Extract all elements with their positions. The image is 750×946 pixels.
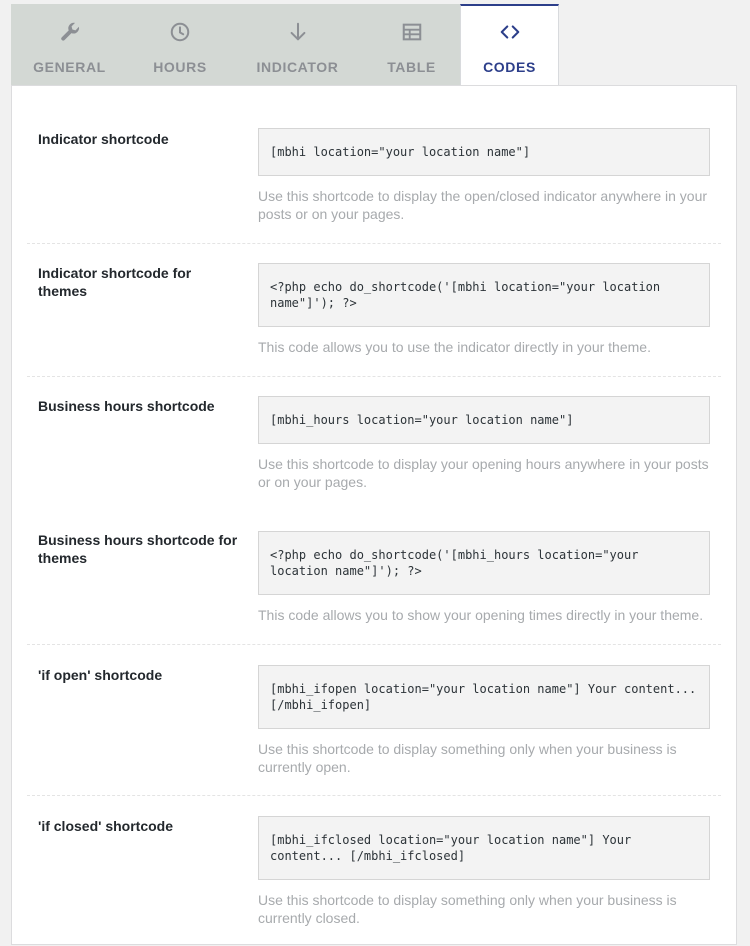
tab-label: GENERAL bbox=[33, 59, 106, 75]
row-description: Use this shortcode to display something only when your business is currently open. bbox=[258, 741, 677, 775]
clock-icon bbox=[169, 21, 191, 43]
row-label: Business hours shortcode bbox=[38, 398, 215, 414]
row-label: Business hours shortcode for themes bbox=[38, 532, 238, 566]
row-label: 'if closed' shortcode bbox=[38, 818, 174, 834]
tab-label: CODES bbox=[483, 59, 536, 75]
tab-codes[interactable] bbox=[460, 4, 559, 85]
shortcode-box[interactable]: [mbhi location="your location name"] bbox=[258, 128, 710, 176]
settings-tabs bbox=[11, 4, 559, 85]
tab-hours[interactable] bbox=[128, 4, 232, 85]
tab-indicator[interactable] bbox=[232, 4, 363, 85]
settings-row-ifopen-shortcode bbox=[27, 644, 721, 796]
shortcode-box[interactable]: [mbhi_hours location="your location name"] bbox=[258, 396, 710, 444]
code-icon bbox=[499, 21, 521, 43]
row-label: Indicator shortcode for themes bbox=[38, 265, 192, 299]
tab-label: TABLE bbox=[387, 59, 436, 75]
row-description: Use this shortcode to display your opening hours anywhere in your posts or on your pages. bbox=[258, 456, 709, 490]
table-icon bbox=[401, 21, 423, 43]
shortcode-box[interactable]: [mbhi_ifopen location="your location name"] Your content... [/mbhi_ifopen] bbox=[258, 665, 710, 729]
tab-label: HOURS bbox=[153, 59, 207, 75]
settings-row-hours-shortcode bbox=[27, 376, 721, 645]
row-description: Use this shortcode to display the open/closed indicator anywhere in your posts or on your pages. bbox=[258, 188, 708, 222]
row-description: Use this shortcode to display something only when your business is currently closed. bbox=[258, 892, 677, 926]
settings-row-indicator-shortcode bbox=[27, 86, 721, 244]
settings-row-ifclosed-shortcode bbox=[27, 795, 721, 946]
arrow-down-icon bbox=[287, 21, 309, 43]
row-label: Indicator shortcode bbox=[38, 131, 169, 147]
wrench-icon bbox=[59, 21, 81, 43]
row-label: 'if open' shortcode bbox=[38, 667, 163, 683]
row-description: This code allows you to show your opening times directly in your theme. bbox=[258, 607, 704, 623]
tab-label: INDICATOR bbox=[256, 59, 339, 75]
codes-panel bbox=[11, 85, 737, 945]
tab-table[interactable] bbox=[363, 4, 460, 85]
row-description: This code allows you to use the indicator directly in your theme. bbox=[258, 339, 651, 355]
shortcode-box[interactable]: <?php echo do_shortcode('[mbhi location="your location name"]'); ?> bbox=[258, 263, 710, 327]
tab-general[interactable] bbox=[11, 4, 128, 85]
settings-row-indicator-theme-code bbox=[27, 243, 721, 377]
shortcode-box[interactable]: [mbhi_ifclosed location="your location name"] Your content... [/mbhi_ifclosed] bbox=[258, 816, 710, 880]
shortcode-box[interactable]: <?php echo do_shortcode('[mbhi_hours location="your location name"]'); ?> bbox=[258, 531, 710, 595]
